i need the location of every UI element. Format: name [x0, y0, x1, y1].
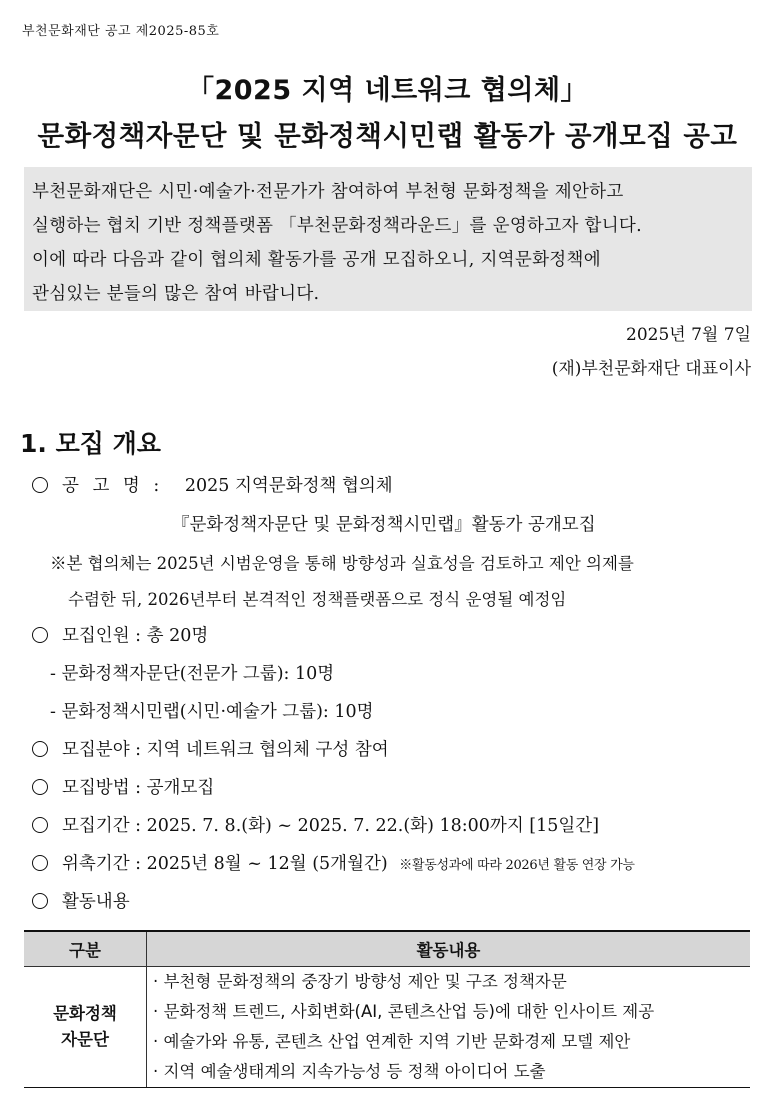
note-line-1: ※본 협의체는 2025년 시범운영을 통해 방향성과 실효성을 검토하고 제안 의제를	[50, 554, 634, 573]
circle-bullet-icon	[32, 817, 48, 833]
notice-issuer: (재)부천문화재단 대표이사	[551, 359, 751, 379]
circle-bullet-icon	[32, 893, 48, 909]
activity-item-2: · 문화정책 트렌드, 사회변화(AI, 콘텐츠산업 등)에 대한 인사이트 제공	[153, 1002, 655, 1021]
recruit-count: 모집인원 : 총 20명	[62, 626, 209, 646]
activity-item-4: · 지역 예술생태계의 지속가능성 등 정책 아이디어 도출	[153, 1062, 546, 1081]
period-row	[32, 812, 599, 837]
table-items-cell	[147, 967, 751, 1088]
notice-number: 부천문화재단 공고 제2025-85호	[22, 24, 220, 39]
notice-name-sub: 『문화정책자문단 및 문화정책시민랩』활동가 공개모집	[172, 515, 596, 535]
intro-line-1: 부천문화재단은 시민·예술가·전문가가 참여하여 부천형 문화정책을 제안하고	[32, 182, 624, 202]
circle-bullet-icon	[32, 477, 48, 493]
note-line-2: 수렴한 뒤, 2026년부터 본격적인 정책플랫폼으로 정식 운영될 예정임	[68, 590, 567, 609]
intro-line-3: 이에 따라 다음과 같이 협의체 활동가를 공개 모집하오니, 지역문화정책에	[32, 250, 601, 270]
circle-bullet-icon	[32, 855, 48, 871]
notice-date: 2025년 7월 7일	[626, 325, 751, 345]
recruit-field: 모집분야 : 지역 네트워크 협의체 구성 참여	[62, 740, 389, 760]
recruit-count-row	[32, 622, 208, 647]
notice-name-label: 공 고 명 :	[62, 476, 164, 496]
circle-bullet-icon	[32, 779, 48, 795]
category-line-1: 문화정책	[53, 1004, 117, 1023]
section-heading: 1. 모집 개요	[20, 429, 161, 458]
recruit-sub-2: - 문화정책시민랩(시민·예술가 그룹): 10명	[50, 702, 374, 722]
table-header-activity: 활동내용	[147, 931, 751, 967]
term-row	[32, 850, 635, 875]
intro-line-2: 실행하는 협치 기반 정책플랫폼 「부천문화정책라운드」를 운영하고자 합니다.	[32, 216, 642, 236]
title-line-2: 문화정책자문단 및 문화정책시민랩 활동가 공개모집 공고	[37, 120, 738, 152]
recruit-method: 모집방법 : 공개모집	[62, 778, 215, 798]
recruit-period: 모집기간 : 2025. 7. 8.(화) ~ 2025. 7. 22.(화) 18:00까지 [15일간]	[62, 816, 600, 836]
intro-box	[24, 167, 752, 311]
term-note: ※활동성과에 따라 2026년 활동 연장 가능	[399, 858, 635, 873]
table-category-cell	[24, 967, 147, 1088]
table-header-row	[24, 931, 750, 967]
notice-name-row	[32, 472, 393, 497]
category-line-2: 자문단	[61, 1030, 109, 1049]
activity-item-1: · 부천형 문화정책의 중장기 방향성 제안 및 구조 정책자문	[153, 972, 567, 991]
notice-name-value: 2025 지역문화정책 협의체	[184, 476, 393, 496]
field-row	[32, 736, 389, 761]
appointment-term: 위촉기간 : 2025년 8월 ~ 12월 (5개월간)	[62, 854, 388, 874]
activity-item-3: · 예술가와 유통, 콘텐츠 산업 연계한 지역 기반 문화경제 모델 제안	[153, 1032, 631, 1051]
circle-bullet-icon	[32, 627, 48, 643]
method-row	[32, 774, 214, 799]
activity-row	[32, 888, 130, 913]
circle-bullet-icon	[32, 741, 48, 757]
title-line-1: 「2025 지역 네트워크 협의체」	[186, 75, 589, 106]
activity-label: 활동내용	[62, 892, 130, 912]
activity-table	[24, 930, 750, 1088]
table-header-category: 구분	[24, 931, 147, 967]
table-row	[24, 967, 750, 1088]
intro-line-4: 관심있는 분들의 많은 참여 바랍니다.	[32, 284, 320, 304]
recruit-sub-1: - 문화정책자문단(전문가 그룹): 10명	[50, 664, 335, 684]
